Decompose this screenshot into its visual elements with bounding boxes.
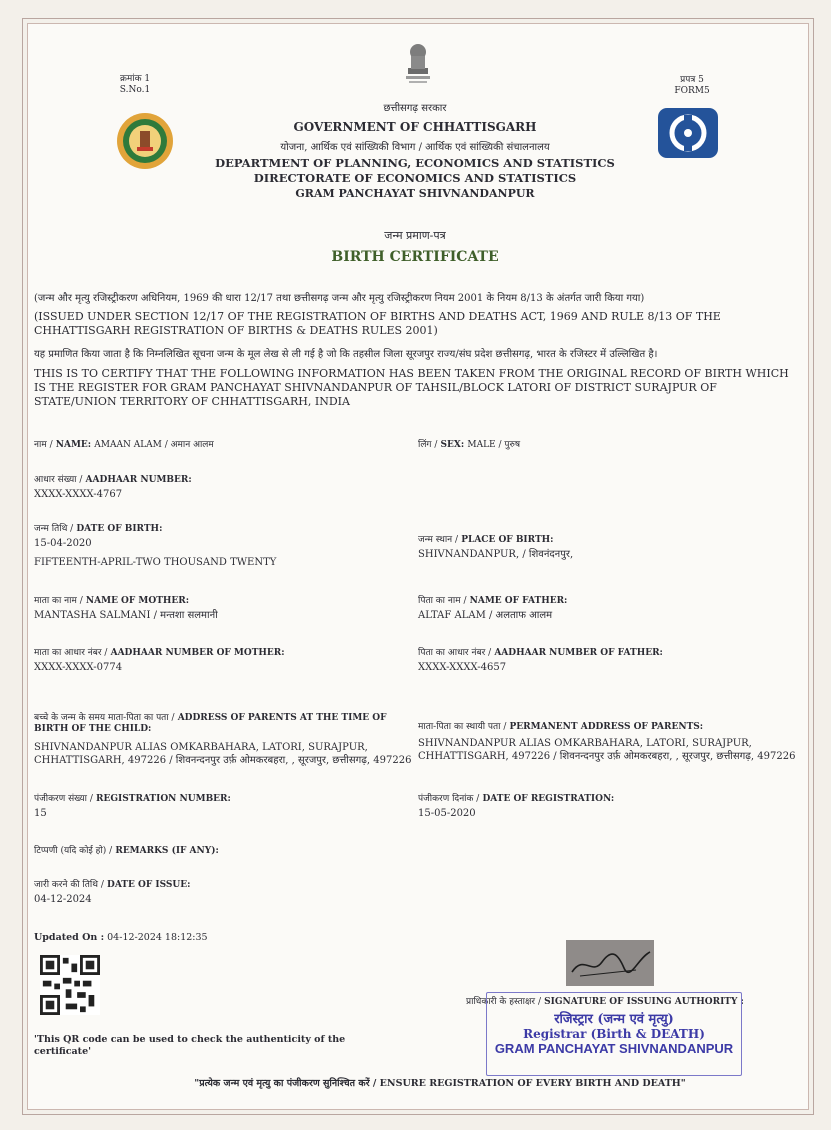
- registration-date-label: पंजीकरण दिनांक / DATE OF REGISTRATION:: [418, 794, 615, 804]
- signature-label: प्राधिकारी के हस्ताक्षर / SIGNATURE OF ISSUING AUTHORITY :: [466, 997, 744, 1007]
- mother-aadhaar-value: XXXX-XXXX-0774: [34, 662, 123, 673]
- serial-number: क्रमांक 1 S.No.1: [119, 74, 151, 95]
- stamp-line-hindi: रजिस्ट्रार (जन्म एवं मृत्यु): [554, 1012, 674, 1027]
- pob-value: SHIVNANDANPUR, / शिवनंदनपुर,: [418, 549, 574, 560]
- aadhaar-label: आधार संख्या / AADHAAR NUMBER:: [34, 475, 192, 485]
- department-hindi: योजना, आर्थिक एवं सांख्यिकी विभाग / आर्थिक एवं सांख्यिकी संचालनालय: [280, 142, 550, 153]
- national-emblem-icon: [400, 38, 436, 84]
- dob-words: FIFTEENTH-APRIL-TWO THOUSAND TWENTY: [34, 557, 277, 568]
- directorate-title: DIRECTORATE OF ECONOMICS AND STATISTICS: [253, 171, 577, 185]
- pob-label: जन्म स्थान / PLACE OF BIRTH:: [418, 535, 554, 545]
- government-title: GOVERNMENT OF CHHATTISGARH: [293, 120, 537, 134]
- stamp-line-registrar: Registrar (Birth & DEATH): [523, 1027, 705, 1041]
- intro-hindi-2: यह प्रमाणित किया जाता है कि निम्नलिखित सूचना जन्म के मूल लेख से ली गई है जो कि तहसील जिला सूरजपुर राज्य/संघ प्रदेश छत्तीसगढ़, भारत के रजिस्टर में उल्लिखित है।: [34, 349, 658, 360]
- issue-date-label: जारी करने की तिथि / DATE OF ISSUE:: [34, 880, 191, 890]
- dob-value: 15-04-2020: [34, 538, 92, 549]
- department-title: DEPARTMENT OF PLANNING, ECONOMICS AND STATISTICS: [215, 156, 615, 170]
- mother-aadhaar-label: माता का आधार नंबर / AADHAAR NUMBER OF MOTHER:: [34, 648, 285, 658]
- permanent-address-label: माता-पिता का स्थायी पता / PERMANENT ADDRESS OF PARENTS:: [418, 722, 704, 732]
- signature-image: [566, 940, 654, 986]
- name-field: नाम / NAME: AMAAN ALAM / अमान आलम: [34, 440, 214, 450]
- registration-number-label: पंजीकरण संख्या / REGISTRATION NUMBER:: [34, 794, 231, 804]
- mother-value: MANTASHA SALMANI / मन्तशा सलमानी: [34, 610, 218, 621]
- issue-date-value: 04-12-2024: [34, 894, 92, 905]
- dob-label: जन्म तिथि / DATE OF BIRTH:: [34, 524, 163, 534]
- qr-note: 'This QR code can be used to check the authenticity of the certificate': [34, 1034, 346, 1057]
- registration-date-value: 15-05-2020: [418, 808, 476, 819]
- father-aadhaar-label: पिता का आधार नंबर / AADHAAR NUMBER OF FATHER:: [418, 648, 663, 658]
- address-value: SHIVNANDANPUR ALIAS OMKARBAHARA, LATORI, SURAJPUR, CHHATTISGARH, 497226 / शिवनन्दनपुर उर्फ़ ओमकरबहरा, , सूरजपुर, छत्तीसगढ़, 497226: [34, 742, 412, 766]
- chhattisgarh-seal-icon: [116, 112, 174, 170]
- father-value: ALTAF ALAM / अलताफ आलम: [418, 610, 553, 621]
- address-label: बच्चे के जन्म के समय माता-पिता का पता / ADDRESS OF PARENTS AT THE TIME OF BIRTH OF THE CHILD:: [34, 713, 387, 734]
- form-logo-icon: [657, 107, 719, 159]
- footer-slogan: "प्रत्येक जन्म एवं मृत्यु का पंजीकरण सुनिश्चित करें / ENSURE REGISTRATION OF EVERY BIRTH AND DEATH": [194, 1078, 686, 1089]
- intro-hindi-1: (जन्म और मृत्यु रजिस्ट्रीकरण अधिनियम, 1969 की धारा 12/17 तथा छत्तीसगढ़ जन्म और मृत्यु रजिस्ट्रीकरण नियम 2001 के नियम 8/13 के अंतर्गत जारी किया गया): [34, 293, 645, 304]
- registration-number-value: 15: [34, 808, 47, 819]
- permanent-address-value: SHIVNANDANPUR ALIAS OMKARBAHARA, LATORI, SURAJPUR, CHHATTISGARH, 497226 / शिवनन्दनपुर उर्फ़ ओमकरबहरा, , सूरजपुर, छत्तीसगढ़, 497226: [418, 738, 796, 762]
- certificate-title-hindi: जन्म प्रमाण-पत्र: [384, 229, 446, 242]
- gram-panchayat-title: GRAM PANCHAYAT SHIVNANDANPUR: [295, 187, 535, 200]
- father-label: पिता का नाम / NAME OF FATHER:: [418, 596, 568, 606]
- updated-on: Updated On : 04-12-2024 18:12:35: [34, 932, 208, 943]
- remarks-label: टिप्पणी (यदि कोई हो) / REMARKS (IF ANY):: [34, 846, 219, 856]
- qr-code-icon[interactable]: [40, 955, 100, 1015]
- state-name-hindi: छत्तीसगढ़ सरकार: [383, 103, 447, 114]
- form-number: प्रपत्र 5 FORM5: [674, 75, 710, 96]
- certificate-title: BIRTH CERTIFICATE: [331, 249, 499, 265]
- sex-value: MALE / पुरुष: [467, 440, 521, 450]
- stamp-line-gram-panchayat: GRAM PANCHAYAT SHIVNANDANPUR: [494, 1041, 734, 1056]
- intro-english-2: THIS IS TO CERTIFY THAT THE FOLLOWING INFORMATION HAS BEEN TAKEN FROM THE ORIGINAL RECORD OF BIRTH WHICH IS THE REGISTER FOR GRAM PANCHAYAT SHIVNANDANPUR OF TAHSIL/BLOCK LATORI OF DISTRICT SURAJPUR OF STATE/UNION TERRITORY OF CHHATTISGARH, INDIA: [34, 367, 789, 408]
- signature-scribble-icon: [566, 940, 654, 986]
- father-aadhaar-value: XXXX-XXXX-4657: [418, 662, 507, 673]
- aadhaar-value: XXXX-XXXX-4767: [34, 489, 123, 500]
- sex-field: लिंग / SEX: MALE / पुरुष: [418, 440, 521, 450]
- mother-label: माता का नाम / NAME OF MOTHER:: [34, 596, 190, 606]
- intro-english-1: (ISSUED UNDER SECTION 12/17 OF THE REGISTRATION OF BIRTHS AND DEATHS ACT, 1969 AND RULE 8/13 OF THE CHHATTISGARH REGISTRATION OF BIRTHS & DEATHS RULES 2001): [34, 310, 721, 337]
- name-value: AMAAN ALAM / अमान आलम: [94, 440, 214, 450]
- registrar-stamp: [486, 992, 742, 1076]
